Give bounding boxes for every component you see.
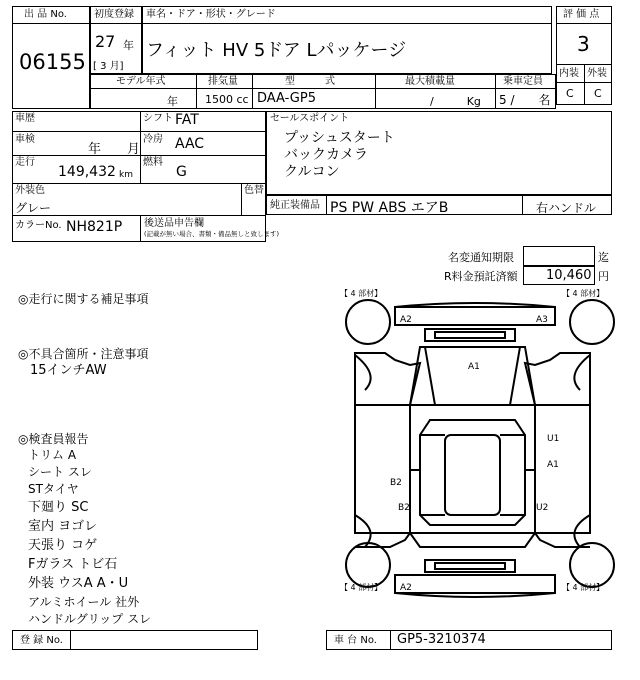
inspector-item: ハンドルグリップ スレ [28,612,152,626]
side-right [525,353,590,405]
mileage-label: 走行 [15,157,35,168]
interior-grade: C [566,87,574,100]
steering-value: 右ハンドル [536,201,597,215]
score-label: 評 価 点 [563,9,600,20]
tire-fl-label: 【 4 部材】 [340,289,383,298]
spec-col-4 [495,74,496,109]
shift-value: FAT [175,112,199,128]
tire-rr-label: 【 4 部材】 [562,583,605,592]
reg-month: [ 3 月] [93,61,124,72]
damage-mark: B2 [398,503,410,513]
equipment-value: PS PW ABS エアB [330,200,449,216]
chassis-label: 車 台 No. [334,635,377,646]
tire-rl-label: 【 4 部材】 [340,583,383,592]
inspector-item: 室内 ヨゴレ [28,519,98,534]
sales-point-1: プッシュスタート [284,130,395,146]
inspector-item: 外装 ウスA A・U [28,576,129,591]
lot-number: 06155 [19,50,86,74]
inspector-item: Fガラス トビ石 [28,557,118,572]
hood [410,347,535,405]
name-change-box [523,246,595,266]
displacement-value: 1500 cc [205,93,249,106]
tire-front-right [570,300,614,344]
tire-rear-left [346,543,390,587]
model-year-unit: 年 [167,95,178,108]
model-year-label: モデル年式 [116,76,166,87]
spec-col-1 [196,74,197,109]
details-v1 [140,111,141,183]
name-change-unit: 迄 [598,251,609,264]
defects-title: ◎不具合箇所・注意事項 [18,347,149,361]
tire-rear-right [570,543,614,587]
equip-label: 純正装備品 [270,200,320,211]
sales-label: セールスポイント [270,113,350,124]
color-change-label: 色替 [244,185,264,196]
chassis-divider [390,630,391,650]
color-no-value: NH821P [66,219,123,235]
damage-mark: A2 [400,583,412,593]
damage-mark: U1 [547,434,560,444]
car-name-label: 車名・ドア・形状・グレード [146,9,276,20]
trunk [410,533,535,547]
equip-div-1 [326,195,327,215]
details-h3 [12,183,266,184]
inspector-item: STタイヤ [28,482,79,496]
score-mid-divider [584,64,585,105]
type-label: 型 式 [285,76,335,87]
front-bumper [395,307,555,325]
reg-year-unit: 年 [123,39,134,52]
inspection-label: 車検 [15,134,35,145]
recycle-unit: 円 [598,270,609,283]
ac-value: AAC [175,136,205,152]
lot-label: 出 品 No. [24,9,67,20]
damage-mark: A1 [547,460,559,470]
reg-label: 初度登録 [94,9,134,20]
exterior-label: 外装 [587,68,607,79]
capacity-label: 乗車定員 [503,76,543,87]
spec-row-divider [90,88,556,89]
type-value: DAA-GP5 [257,91,316,106]
reg-no-divider [70,630,71,650]
capacity-value: 5 / 名 [499,93,551,107]
fuel-label: 燃料 [143,157,163,168]
fuel-value: G [176,164,187,180]
roof [445,435,500,515]
color-label: 外装色 [15,185,45,196]
inspector-item: アルミホイール 社外 [28,595,140,609]
tire-fr-label: 【 4 部材】 [562,289,605,298]
details-h1 [12,131,266,132]
sales-point-3: クルコン [284,164,340,180]
inspector-title: ◎検査員報告 [18,432,89,446]
declaration-label: 後送品申告欄 [144,218,204,229]
chassis-value: GP5-3210374 [397,632,486,647]
recycle-value: 10,460 [546,268,592,283]
defect-item-1: 15インチAW [30,363,107,378]
car-diagram [330,285,615,635]
inspector-item: 天張り コゲ [28,538,98,553]
spec-col-3 [375,74,376,109]
declaration-note: (記載が無い場合、書類・備品無しと致します) [144,230,280,238]
interior-label: 内装 [559,68,579,79]
cabin-outer [410,405,535,533]
reg-no-label: 登 録 No. [20,635,63,646]
damage-mark: A2 [400,315,412,325]
damage-mark: B2 [390,478,402,488]
score-value: 3 [577,32,590,56]
sales-point-2: バックカメラ [284,147,368,163]
spec-col-2 [252,74,253,109]
score-sub-divider [556,82,612,83]
mileage-unit: km [119,170,133,180]
rear-bumper [395,575,555,593]
load-label: 最大積載量 [405,76,455,87]
reg-year: 27 [95,32,116,51]
inspector-item: 下廻り SC [28,500,89,515]
inspector-item: シート スレ [28,465,92,479]
color-value: グレー [15,201,52,215]
details-v3 [140,215,141,242]
displacement-label: 排気量 [208,76,238,87]
damage-mark: U2 [536,503,549,513]
history-label: 車歴 [15,113,35,124]
equip-div-2 [522,195,523,215]
tire-front-left [346,300,390,344]
load-value: / Kg [430,95,481,108]
shift-label: シフト [143,113,173,124]
inspection-value: 年 月 [88,142,141,157]
inspector-item: トリム A [28,448,77,462]
ac-label: 冷房 [143,134,163,145]
exterior-grade: C [594,87,602,100]
mileage-value: 149,432 [58,164,116,180]
name-change-label: 名変通知期限 [448,251,514,264]
side-left [355,353,420,405]
damage-mark: A3 [536,315,548,325]
damage-mark: A1 [468,362,480,372]
recycle-label: R料金預託済額 [444,270,518,283]
car-name: フィット HV 5ドア Lパッケージ [146,40,407,61]
details-v2 [241,183,242,215]
driving-title: ◎走行に関する補足事項 [18,292,149,306]
color-no-label: カラーNo. [15,220,62,231]
